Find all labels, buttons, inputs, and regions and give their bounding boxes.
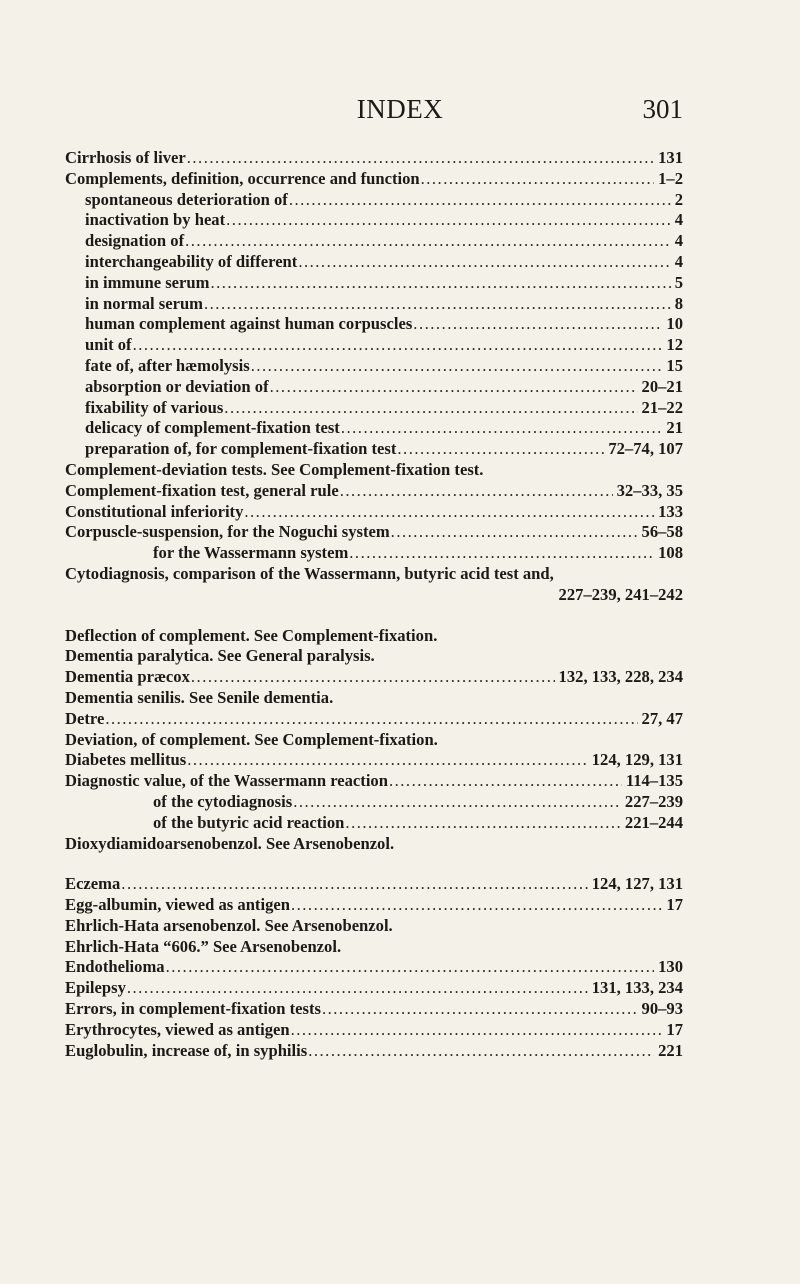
index-subentry: fixability of various ..... 21–22 (65, 398, 683, 419)
index-entry-pages: 227–239, 241–242 (558, 584, 683, 604)
index-entry: Epilepsy ..... 131, 133, 234 (65, 978, 683, 999)
page-number: 301 (642, 94, 683, 124)
index-cross-reference: Deviation, of complement. See Complement-fixation. (65, 729, 438, 749)
index-cross-reference: Dementia paralytica. See General paralysis. (65, 646, 375, 666)
index-entry: Complement-fixation test, general rule ..... 32–33, 35 (65, 481, 683, 502)
index-subentry: designation of ..... 4 (65, 231, 683, 252)
index-entry-text: Cytodiagnosis, comparison of the Wassermann, butyric acid test and, (65, 563, 554, 583)
index-subentry: of the butyric acid reaction ..... 221–244 (65, 813, 683, 834)
index-subentry: unit of ..... 12 (65, 335, 683, 356)
index-subentry: of the cytodiagnosis ..... 227–239 (65, 792, 683, 813)
page-header (0, 94, 800, 124)
index-subentry: human complement against human corpuscles ..... 10 (65, 314, 683, 335)
index-entry: Egg-albumin, viewed as antigen ..... 17 (65, 895, 683, 916)
index-subentry: in normal serum ..... 8 (65, 294, 683, 315)
section-gap (65, 606, 683, 626)
section-gap (65, 854, 683, 874)
index-subentry: in immune serum ..... 5 (65, 273, 683, 294)
index-entry: Eczema ..... 124, 127, 131 (65, 874, 683, 895)
index-entry: Errors, in complement-fixation tests ..... 90–93 (65, 999, 683, 1020)
index-entry: Euglobulin, increase of, in syphilis ..... 221 (65, 1041, 683, 1062)
index-subentry: preparation of, for complement-fixation test ..... 72–74, 107 (65, 439, 683, 460)
index-entry: Corpuscle-suspension, for the Noguchi system ..... 56–58 (65, 522, 683, 543)
index-cross-reference: Ehrlich-Hata “606.” See Arsenobenzol. (65, 936, 342, 956)
index-subentry: for the Wassermann system ..... 108 (65, 543, 683, 564)
index-subentry: spontaneous deterioration of ..... 2 (65, 190, 683, 211)
index-subentry: fate of, after hæmolysis ..... 15 (65, 356, 683, 377)
index-entry: Dementia præcox ..... 132, 133, 228, 234 (65, 667, 683, 688)
page-title: INDEX (356, 94, 444, 124)
index-subentry: inactivation by heat ..... 4 (65, 210, 683, 231)
index-entry: Constitutional inferiority ..... 133 (65, 502, 683, 523)
index-entry: Diagnostic value, of the Wassermann reaction ..... 114–135 (65, 771, 683, 792)
index-cross-reference: Ehrlich-Hata arsenobenzol. See Arsenobenzol. (65, 915, 393, 935)
index-body (65, 148, 683, 1061)
index-subentry: interchangeability of different ..... 4 (65, 252, 683, 273)
index-subentry: absorption or deviation of ..... 20–21 (65, 377, 683, 398)
index-entry: Complements, definition, occurrence and function ..... 1–2 (65, 169, 683, 190)
index-entry: Endothelioma ..... 130 (65, 957, 683, 978)
index-cross-reference: Complement-deviation tests. See Complement-fixation test. (65, 459, 484, 479)
index-entry: Diabetes mellitus ..... 124, 129, 131 (65, 750, 683, 771)
index-entry: Cirrhosis of liver ..... 131 (65, 148, 683, 169)
index-cross-reference: Dioxydiamidoarsenobenzol. See Arsenobenzol. (65, 833, 395, 853)
index-subentry: delicacy of complement-fixation test ..... 21 (65, 418, 683, 439)
index-cross-reference: Deflection of complement. See Complement-fixation. (65, 625, 438, 645)
index-entry: Detre ..... 27, 47 (65, 709, 683, 730)
index-entry: Erythrocytes, viewed as antigen ..... 17 (65, 1020, 683, 1041)
index-cross-reference: Dementia senilis. See Senile dementia. (65, 687, 334, 707)
